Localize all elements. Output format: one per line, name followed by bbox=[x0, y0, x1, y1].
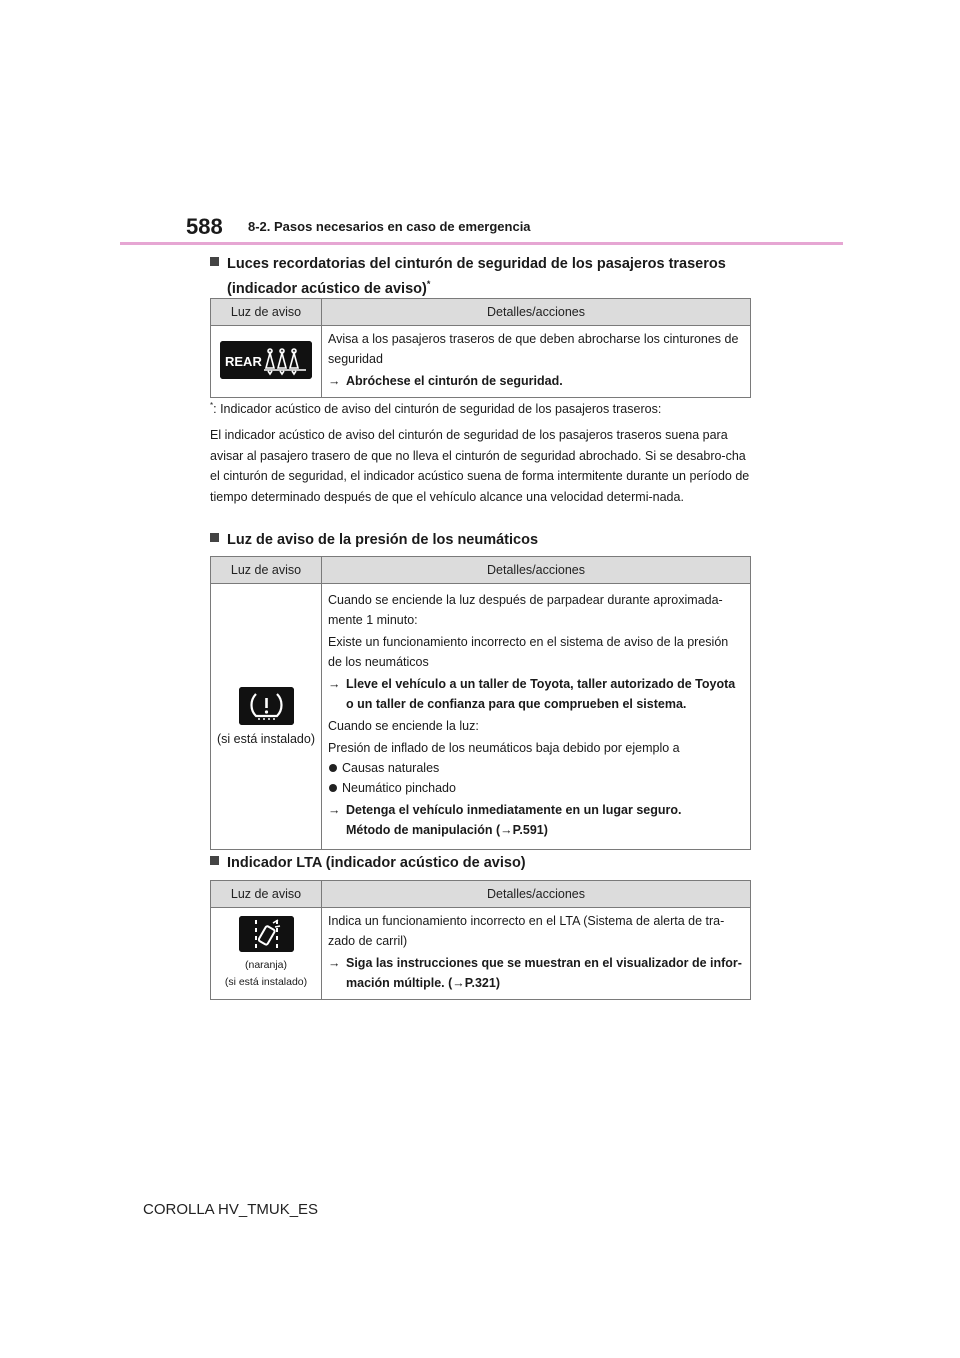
icon-caption: (si está instalado) bbox=[217, 732, 315, 746]
section-title-rear-seatbelt: Luces recordatorias del cinturón de seguridad de los pasajeros traseros (indicador acústico de aviso)* bbox=[210, 254, 726, 299]
warning-table-rear-seatbelt bbox=[210, 298, 751, 398]
lta-warning-icon bbox=[239, 916, 294, 952]
footer-model-code: COROLLA HV_TMUK_ES bbox=[143, 1201, 319, 1218]
action-text: → Lleve el vehículo a un taller de Toyota, taller autorizado de Toyota o un taller de confianza para que comprueben el sistema. bbox=[328, 677, 736, 711]
section-bullet-icon bbox=[210, 257, 219, 266]
svg-text:REAR: REAR bbox=[225, 354, 262, 369]
section-bullet-icon bbox=[210, 533, 219, 542]
column-header-details: Detalles/acciones bbox=[322, 881, 751, 908]
column-header-light: Luz de aviso bbox=[211, 557, 322, 584]
warning-details-cell: Cuando se enciende la luz después de parpadear durante aproximada-mente 1 minuto: Existe un funcionamiento incorrecto en el sistema de aviso de la presión de los neumáticos → Lleve el vehículo a un taller de Toyota, taller autorizado de Toyota o un taller de confianza para que comprueben el sistema. Cuando se enciende la luz: Presión de inflado de los neumáticos baja debido por ejemplo a Causas naturales Neumático pinchado → Detenga el vehículo inmediatamente en un lugar seguro. Método de manipulación (→P.591) bbox=[322, 584, 751, 850]
warning-table-tire-pressure bbox=[210, 556, 751, 850]
page-reference-link[interactable]: Método de manipulación (→P.591) bbox=[346, 823, 548, 837]
list-item: Causas naturales bbox=[328, 758, 745, 778]
page-number: 588 bbox=[186, 214, 223, 239]
column-header-light: Luz de aviso bbox=[211, 299, 322, 326]
running-head: 8-2. Pasos necesarios en caso de emergencia bbox=[248, 219, 531, 234]
warning-light-cell bbox=[211, 326, 322, 398]
warning-light-cell bbox=[211, 584, 322, 850]
section-title-lta: Indicador LTA (indicador acústico de aviso) bbox=[210, 853, 526, 873]
warning-details-cell: Indica un funcionamiento incorrecto en el LTA (Sistema de alerta de tra-zado de carril) → Siga las instrucciones que se muestran en el visualizador de infor-mación múltiple. (→P.321) bbox=[322, 908, 751, 1000]
section-title-tire-pressure: Luz de aviso de la presión de los neumáticos bbox=[210, 530, 538, 550]
warning-table-lta bbox=[210, 880, 751, 1000]
action-text: → Detenga el vehículo inmediatamente en un lugar seguro. Método de manipulación (→P.591) bbox=[328, 803, 682, 837]
action-text: → Siga las instrucciones que se muestran en el visualizador de infor-mación múltiple. (→P.321) bbox=[328, 956, 742, 990]
icon-caption: (naranja) (si está instalado) bbox=[224, 959, 308, 988]
tire-pressure-warning-icon bbox=[239, 687, 294, 725]
list-item: Neumático pinchado bbox=[328, 778, 745, 798]
column-header-details: Detalles/acciones bbox=[322, 557, 751, 584]
rear-seatbelt-reminder-icon bbox=[220, 341, 312, 379]
warning-light-cell bbox=[211, 908, 322, 1000]
footnote: *: Indicador acústico de aviso del cinturón de seguridad de los pasajeros traseros: bbox=[210, 401, 662, 417]
body-paragraph: El indicador acústico de aviso del cinturón de seguridad de los pasajeros traseros suena para avisar al pasajero trasero de que no lleva el cinturón de seguridad abrochado. Si se desabro-cha el cinturón de seguridad, el indicador acústico suena de forma intermitente durante un período de tiempo determinado después de que el vehículo alcance una velocidad determi-nada. bbox=[210, 428, 750, 504]
column-header-light: Luz de aviso bbox=[211, 881, 322, 908]
header-rule bbox=[120, 242, 843, 245]
action-text: → Abróchese el cinturón de seguridad. bbox=[328, 374, 563, 388]
warning-details-cell: Avisa a los pasajeros traseros de que deben abrocharse los cinturones de seguridad → Abróchese el cinturón de seguridad. bbox=[322, 326, 751, 398]
column-header-details: Detalles/acciones bbox=[322, 299, 751, 326]
section-bullet-icon bbox=[210, 856, 219, 865]
